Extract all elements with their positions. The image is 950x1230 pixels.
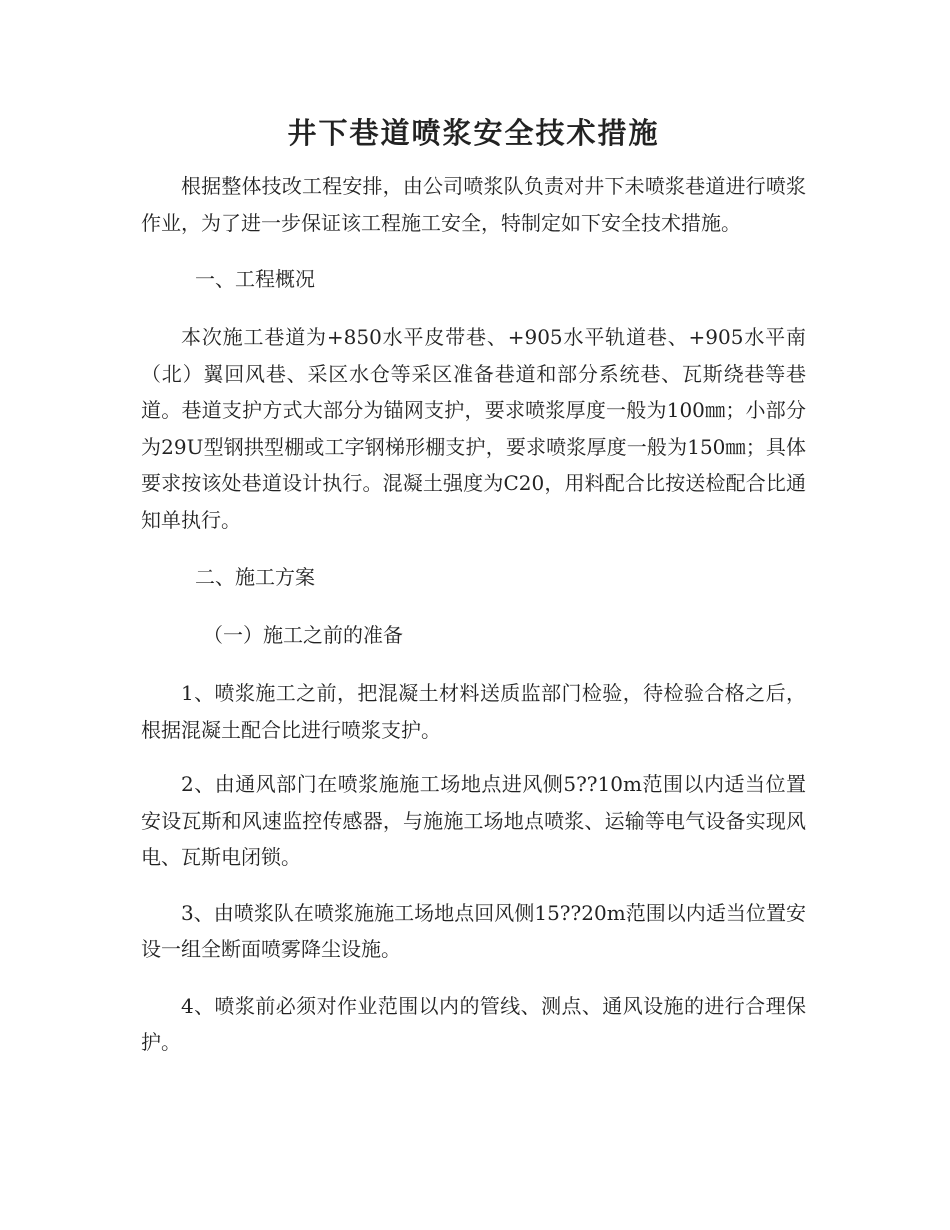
subsection-heading-preparation: （一）施工之前的准备 — [203, 623, 403, 647]
section-heading-plan: 二、施工方案 — [195, 565, 315, 589]
overview-paragraph: 本次施工巷道为+850水平皮带巷、+905水平轨道巷、+905水平南（北）翼回风巷、采区水仓等采区准备巷道和部分系统巷、瓦斯绕巷等巷道。巷道支护方式大部分为锚网支护，要求喷浆厚度一般为100㎜；小部分为29U型钢拱型棚或工字钢梯形棚支护，要求喷浆厚度一般为150㎜；具体要求按该处巷道设计执行。混凝土强度为C20，用料配合比按送检配合比通知单执行。 — [141, 325, 806, 532]
preparation-item-3: 3、由喷浆队在喷浆施施工场地点回风侧15??20m范围以内适当位置安设一组全断面喷雾降尘设施。 — [141, 900, 806, 961]
document-body — [141, 112, 806, 1080]
section-heading-overview: 一、工程概况 — [195, 267, 315, 291]
document-title: 井下巷道喷浆安全技术措施 — [287, 116, 660, 150]
intro-paragraph: 根据整体技改工程安排，由公司喷浆队负责对井下未喷浆巷道进行喷浆作业，为了进一步保证该工程施工安全，特制定如下安全技术措施。 — [141, 174, 806, 235]
preparation-item-2: 2、由通风部门在喷浆施施工场地点进风侧5??10m范围以内适当位置安设瓦斯和风速监控传感器，与施施工场地点喷浆、运输等电气设备实现风电、瓦斯电闭锁。 — [141, 772, 806, 869]
preparation-item-1: 1、喷浆施工之前，把混凝土材料送质监部门检验，待检验合格之后，根据混凝土配合比进行喷浆支护。 — [141, 681, 806, 742]
preparation-item-4: 4、喷浆前必须对作业范围以内的管线、测点、通风设施的进行合理保护。 — [141, 993, 806, 1054]
